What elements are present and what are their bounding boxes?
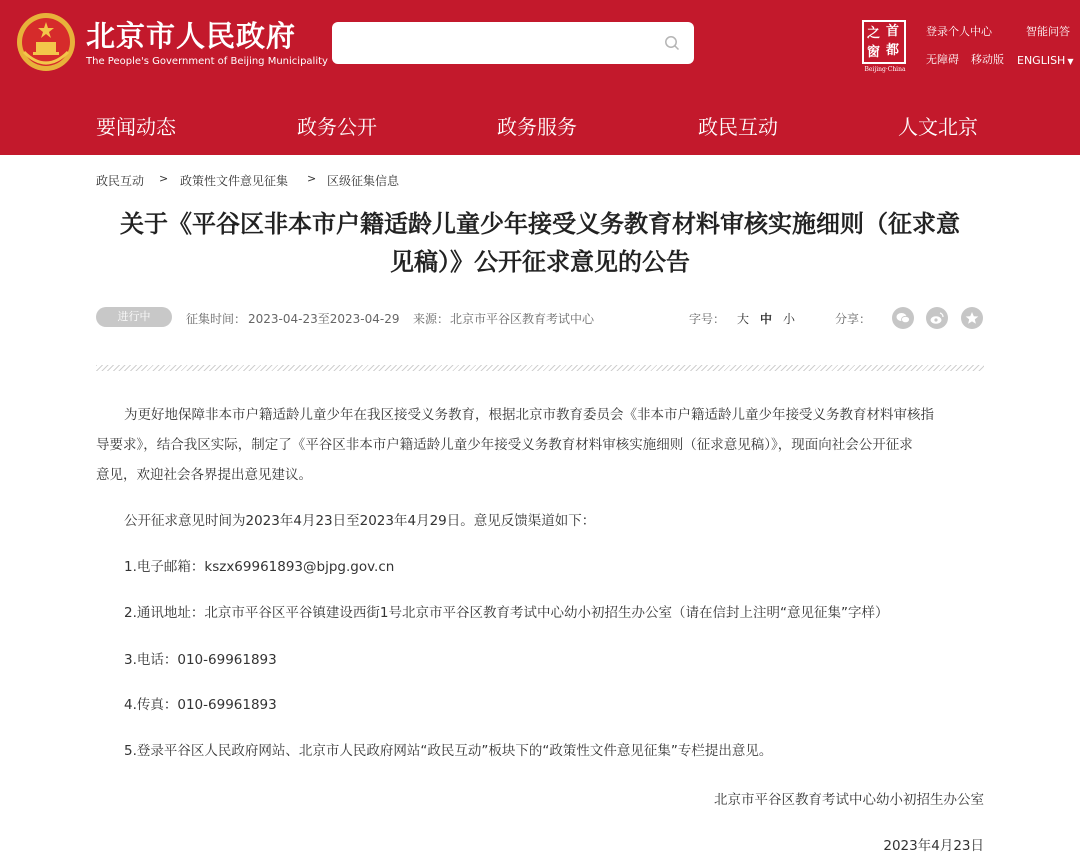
breadcrumb-separator: > — [307, 172, 317, 185]
capital-window-logo[interactable] — [860, 20, 910, 76]
time-notice: 公开征求意见时间为2023年4月23日至2023年4月29日。意见反馈渠道如下： — [124, 513, 596, 529]
search-input[interactable] — [344, 30, 648, 58]
site-header — [0, 0, 1080, 100]
search-icon[interactable] — [664, 35, 680, 51]
logo-char: 之 — [867, 26, 881, 41]
body-paragraph-line: 为更好地保障非本市户籍适龄儿童少年在我区接受义务教育，根据北京市教育委员会《非本市户籍适龄儿童少年接受义务教育材料审核指 — [124, 407, 934, 423]
source-label: 来源： — [413, 312, 450, 326]
status-badge: 进行中 — [96, 307, 172, 327]
font-size-large[interactable]: 大 — [737, 312, 750, 326]
national-emblem-icon[interactable] — [16, 12, 76, 72]
login-link[interactable]: 登录个人中心 — [926, 25, 992, 38]
signature-date: 2023年4月23日 — [883, 838, 984, 854]
article-title — [96, 205, 984, 281]
accessible-link[interactable]: 无障碍 — [926, 53, 959, 66]
english-label: ENGLISH — [1017, 54, 1066, 67]
breadcrumb-item[interactable]: 区级征集信息 — [327, 174, 400, 188]
font-size-label: 字号： — [689, 312, 726, 326]
signature-org: 北京市平谷区教育考试中心幼小初招生办公室 — [714, 792, 984, 808]
nav-item-gov-affairs[interactable]: 政务公开 — [297, 115, 377, 139]
article-title-line: 见稿）》公开征求意见的公告 — [390, 248, 690, 276]
caret-down-icon: ▼ — [1067, 57, 1074, 66]
nav-item-interaction[interactable]: 政民互动 — [698, 115, 778, 139]
channel-phone: 3.电话：010-69961893 — [124, 652, 277, 668]
search-box[interactable] — [332, 22, 694, 64]
smart-qa-link[interactable]: 智能问答 — [1026, 25, 1070, 38]
channel-email: 1.电子邮箱：kszx69961893@bjpg.gov.cn — [124, 559, 395, 575]
channel-address: 2.通讯地址：北京市平谷区平谷镇建设西街1号北京市平谷区教育考试中心幼小初招生办公室（请在信封上注明“意见征集”字样） — [124, 605, 889, 621]
site-subtitle: The People's Government of Beijing Municipality — [86, 56, 328, 67]
share-label: 分享： — [835, 312, 872, 326]
english-link[interactable] — [1017, 54, 1074, 67]
body-paragraph-line: 意见，欢迎社会各界提出意见建议。 — [96, 467, 312, 483]
capital-window-stamp — [862, 20, 906, 64]
font-size-small[interactable]: 小 — [783, 312, 796, 326]
logo-char: 都 — [886, 43, 900, 58]
breadcrumb-separator: > — [159, 172, 169, 185]
favorite-icon[interactable] — [961, 307, 983, 329]
breadcrumb-item[interactable]: 政民互动 — [96, 174, 145, 188]
capital-window-caption: Beijing·China — [864, 66, 906, 73]
main-nav — [0, 100, 1080, 155]
mobile-link[interactable]: 移动版 — [971, 53, 1004, 66]
wechat-icon[interactable] — [892, 307, 914, 329]
logo-char: 窗 — [867, 45, 881, 60]
body-paragraph-line: 导要求》，结合我区实际，制定了《平谷区非本市户籍适龄儿童少年接受义务教育材料审核实施细则（征求意见稿）》，现面向社会公开征求 — [96, 437, 913, 453]
logo-char: 首 — [886, 24, 900, 39]
site-title[interactable]: 北京市人民政府 — [86, 19, 297, 53]
channel-fax: 4.传真：010-69961893 — [124, 697, 277, 713]
breadcrumb-item[interactable]: 政策性文件意见征集 — [180, 174, 289, 188]
weibo-icon[interactable] — [926, 307, 948, 329]
collect-time-label: 征集时间： — [186, 312, 247, 326]
nav-item-news[interactable]: 要闻动态 — [96, 115, 176, 139]
collect-time: 2023-04-23至2023-04-29 — [248, 312, 400, 326]
font-size-medium[interactable]: 中 — [760, 312, 773, 326]
article-page — [0, 155, 1080, 860]
nav-item-gov-services[interactable]: 政务服务 — [497, 115, 577, 139]
channel-website: 5.登录平谷区人民政府网站、北京市人民政府网站“政民互动”板块下的“政策性文件意见征集”专栏提出意见。 — [124, 743, 773, 759]
article-title-line: 关于《平谷区非本市户籍适龄儿童少年接受义务教育材料审核实施细则（征求意 — [120, 210, 960, 238]
nav-item-culture[interactable]: 人文北京 — [898, 115, 978, 139]
source: 北京市平谷区教育考试中心 — [450, 312, 595, 326]
article-divider — [96, 365, 984, 371]
